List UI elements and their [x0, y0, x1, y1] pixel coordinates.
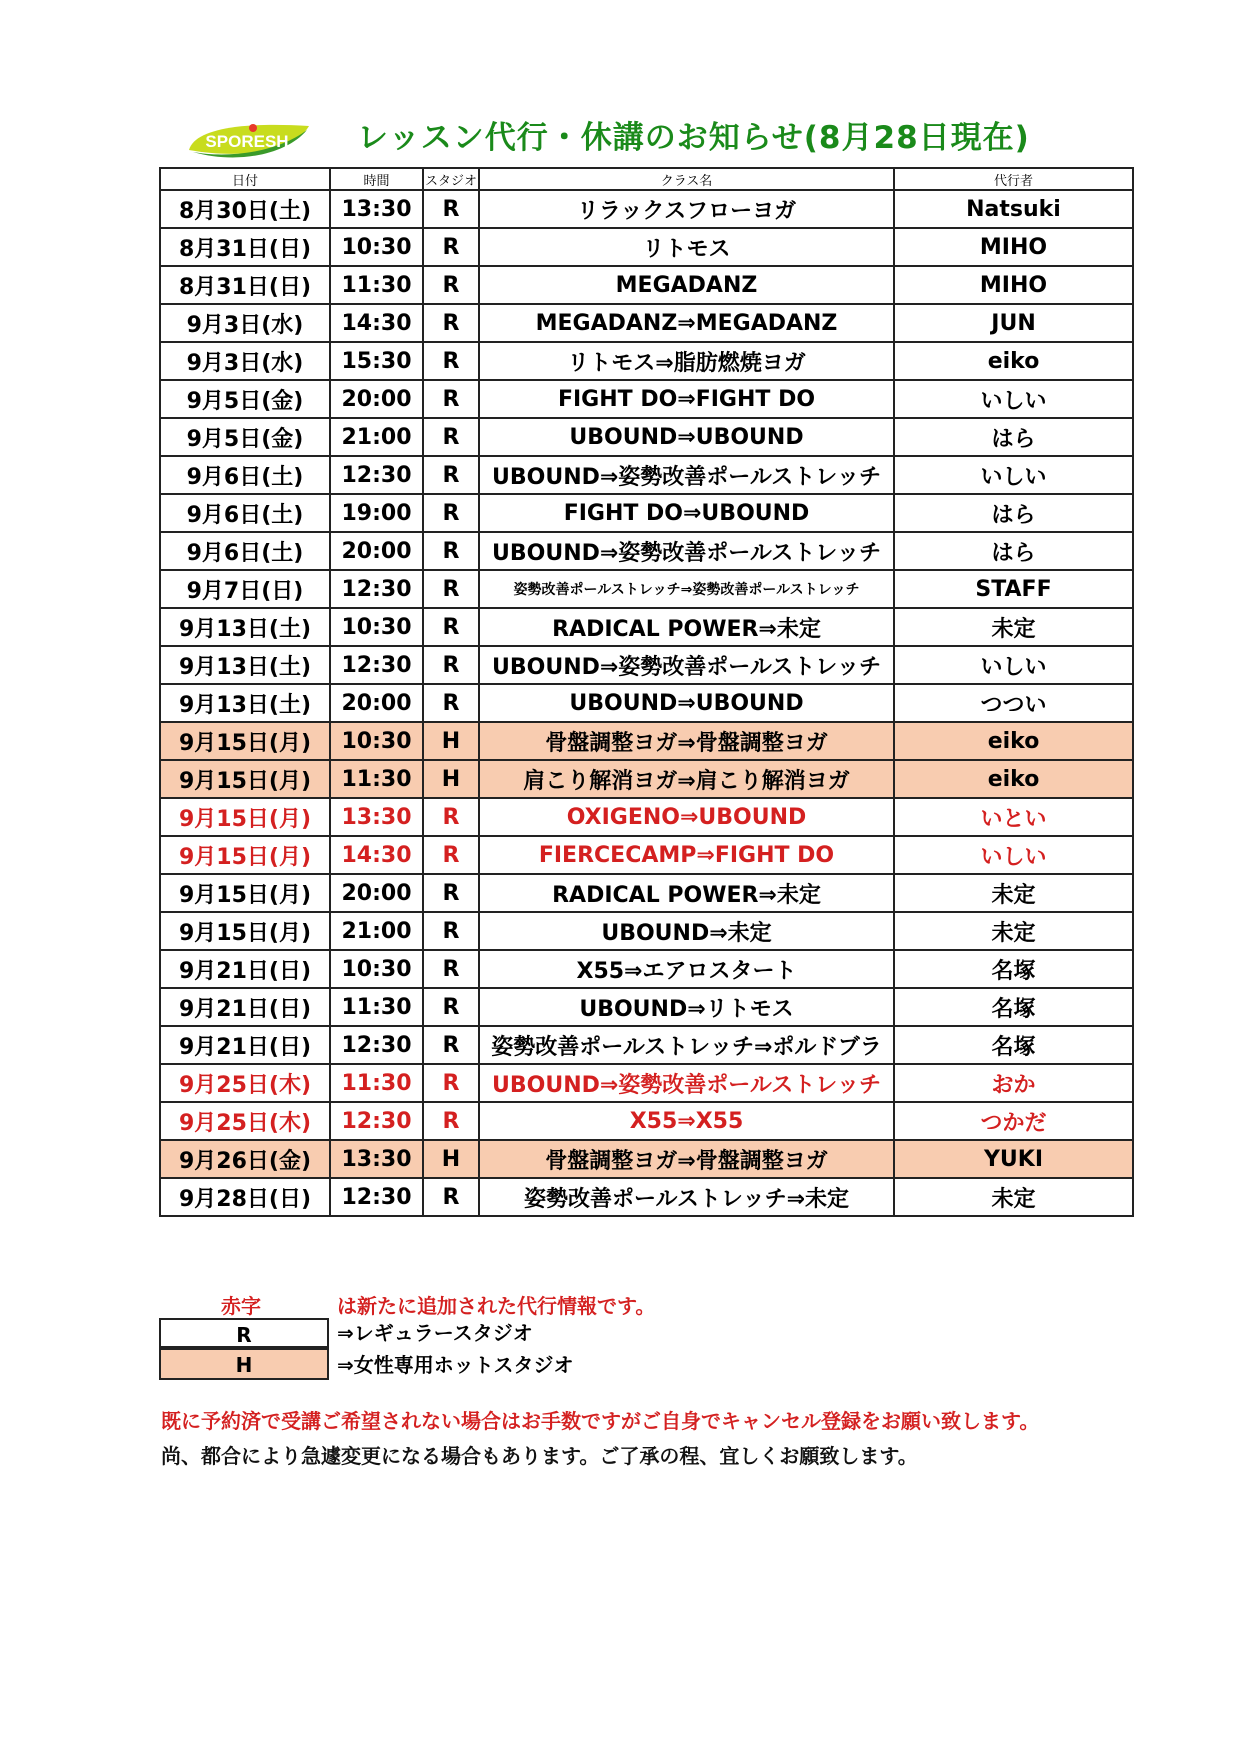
cell-class: UBOUND⇒姿勢改善ポールストレッチ [479, 532, 894, 570]
cell-date: 9月25日(木) [160, 1064, 330, 1102]
table-row [160, 190, 1133, 228]
cell-studio: H [423, 722, 479, 760]
cell-time: 14:30 [330, 304, 423, 342]
cell-time: 19:00 [330, 494, 423, 532]
cell-class: 骨盤調整ヨガ⇒骨盤調整ヨガ [479, 722, 894, 760]
cell-time: 20:00 [330, 874, 423, 912]
cell-date: 9月3日(水) [160, 304, 330, 342]
column-header-class: クラス名 [479, 168, 894, 190]
cell-studio: R [423, 456, 479, 494]
cell-date: 9月6日(土) [160, 532, 330, 570]
cell-substitute: はら [894, 494, 1133, 532]
column-header-substitute: 代行者 [894, 168, 1133, 190]
cell-time: 11:30 [330, 760, 423, 798]
cell-time: 11:30 [330, 266, 423, 304]
cell-time: 12:30 [330, 570, 423, 608]
table-row [160, 1140, 1133, 1178]
table-row [160, 1102, 1133, 1140]
cell-substitute: 名塚 [894, 1026, 1133, 1064]
cell-substitute: はら [894, 532, 1133, 570]
cell-time: 12:30 [330, 1178, 423, 1216]
cell-substitute: いしい [894, 836, 1133, 874]
cell-date: 8月31日(日) [160, 266, 330, 304]
cell-studio: R [423, 1026, 479, 1064]
cell-studio: R [423, 836, 479, 874]
cell-date: 9月15日(月) [160, 912, 330, 950]
table-row [160, 798, 1133, 836]
cell-class: UBOUND⇒未定 [479, 912, 894, 950]
cell-studio: R [423, 874, 479, 912]
legend-red-key: 赤字 [221, 1294, 261, 1318]
cell-date: 9月15日(月) [160, 760, 330, 798]
table-header-row [160, 168, 1133, 190]
cell-date: 9月7日(日) [160, 570, 330, 608]
cancel-notice: 既に予約済で受講ご希望されない場合はお手数ですがご自身でキャンセル登録をお願い致します。 [161, 1409, 1040, 1433]
table-row [160, 228, 1133, 266]
table-row [160, 646, 1133, 684]
cell-class: リトモス⇒脂肪燃焼ヨガ [479, 342, 894, 380]
cell-time: 15:30 [330, 342, 423, 380]
cell-substitute: STAFF [894, 570, 1133, 608]
cell-date: 9月28日(日) [160, 1178, 330, 1216]
cell-substitute: いしい [894, 456, 1133, 494]
table-row [160, 1064, 1133, 1102]
cell-substitute: YUKI [894, 1140, 1133, 1178]
cell-date: 9月13日(土) [160, 608, 330, 646]
cell-date: 9月25日(木) [160, 1102, 330, 1140]
cell-date: 9月6日(土) [160, 494, 330, 532]
legend-row-regular [159, 1318, 979, 1350]
cell-substitute: MIHO [894, 266, 1133, 304]
cell-studio: R [423, 228, 479, 266]
legend-row-hot [159, 1350, 979, 1382]
cell-class: OXIGENO⇒UBOUND [479, 798, 894, 836]
legend-red-note [159, 1290, 979, 1318]
table-row [160, 570, 1133, 608]
table-row [160, 1178, 1133, 1216]
cell-substitute: 未定 [894, 912, 1133, 950]
cell-class: 姿勢改善ポールストレッチ⇒ポルドブラ [479, 1026, 894, 1064]
cell-time: 21:00 [330, 418, 423, 456]
cell-time: 13:30 [330, 1140, 423, 1178]
cell-time: 11:30 [330, 988, 423, 1026]
cell-class: UBOUND⇒UBOUND [479, 684, 894, 722]
cell-class: MEGADANZ⇒MEGADANZ [479, 304, 894, 342]
table-row [160, 418, 1133, 456]
table-row [160, 1026, 1133, 1064]
column-header-time: 時間 [330, 168, 423, 190]
cell-date: 9月26日(金) [160, 1140, 330, 1178]
table-row [160, 494, 1133, 532]
cell-substitute: MIHO [894, 228, 1133, 266]
cell-time: 10:30 [330, 722, 423, 760]
cell-class: 肩こり解消ヨガ⇒肩こり解消ヨガ [479, 760, 894, 798]
cell-time: 11:30 [330, 1064, 423, 1102]
cell-time: 12:30 [330, 1026, 423, 1064]
cell-date: 9月15日(月) [160, 798, 330, 836]
schedule-body [160, 190, 1133, 1216]
cell-time: 12:30 [330, 456, 423, 494]
table-row [160, 684, 1133, 722]
cell-studio: R [423, 1178, 479, 1216]
cell-class: 姿勢改善ポールストレッチ⇒未定 [479, 1178, 894, 1216]
cell-time: 10:30 [330, 950, 423, 988]
cell-substitute: JUN [894, 304, 1133, 342]
cell-substitute: いとい [894, 798, 1133, 836]
cell-studio: R [423, 494, 479, 532]
cell-date: 8月31日(日) [160, 228, 330, 266]
table-row [160, 380, 1133, 418]
table-row [160, 950, 1133, 988]
cell-studio: R [423, 532, 479, 570]
page-title: レッスン代行・休講のお知らせ(8月28日現在) [357, 120, 1030, 156]
cell-time: 21:00 [330, 912, 423, 950]
cell-date: 9月21日(日) [160, 988, 330, 1026]
cell-class: 骨盤調整ヨガ⇒骨盤調整ヨガ [479, 1140, 894, 1178]
table-row [160, 874, 1133, 912]
cell-class: RADICAL POWER⇒未定 [479, 608, 894, 646]
schedule-table [159, 167, 1134, 1217]
cell-date: 9月21日(日) [160, 950, 330, 988]
cell-studio: R [423, 190, 479, 228]
cell-studio: R [423, 684, 479, 722]
cell-substitute: つかだ [894, 1102, 1133, 1140]
cell-studio: R [423, 798, 479, 836]
cell-studio: R [423, 418, 479, 456]
column-header-date: 日付 [160, 168, 330, 190]
cell-studio: R [423, 342, 479, 380]
table-row [160, 760, 1133, 798]
cell-time: 20:00 [330, 532, 423, 570]
cell-substitute: 名塚 [894, 950, 1133, 988]
cell-time: 10:30 [330, 228, 423, 266]
table-row [160, 912, 1133, 950]
cell-substitute: 未定 [894, 608, 1133, 646]
legend-red-desc: は新たに追加された代行情報です。 [337, 1294, 656, 1318]
cell-time: 12:30 [330, 1102, 423, 1140]
cell-studio: R [423, 646, 479, 684]
cell-class: UBOUND⇒姿勢改善ポールストレッチ [479, 1064, 894, 1102]
cell-date: 9月13日(土) [160, 684, 330, 722]
cell-class: UBOUND⇒リトモス [479, 988, 894, 1026]
cell-substitute: おか [894, 1064, 1133, 1102]
cell-substitute: Natsuki [894, 190, 1133, 228]
cell-class: X55⇒X55 [479, 1102, 894, 1140]
legend-desc-regular: ⇒レギュラースタジオ [337, 1321, 533, 1345]
cell-date: 9月21日(日) [160, 1026, 330, 1064]
cell-studio: R [423, 1064, 479, 1102]
cell-class: RADICAL POWER⇒未定 [479, 874, 894, 912]
cell-time: 13:30 [330, 798, 423, 836]
cell-studio: R [423, 608, 479, 646]
cell-substitute: 未定 [894, 874, 1133, 912]
cell-date: 9月6日(土) [160, 456, 330, 494]
cell-class: FIGHT DO⇒FIGHT DO [479, 380, 894, 418]
cell-class: X55⇒エアロスタート [479, 950, 894, 988]
cell-time: 20:00 [330, 380, 423, 418]
cell-substitute: いしい [894, 646, 1133, 684]
cell-class: UBOUND⇒UBOUND [479, 418, 894, 456]
table-row [160, 304, 1133, 342]
cell-substitute: いしい [894, 380, 1133, 418]
cell-class: FIGHT DO⇒UBOUND [479, 494, 894, 532]
cell-date: 9月15日(月) [160, 836, 330, 874]
cell-class: リトモス [479, 228, 894, 266]
cell-class: 姿勢改善ポールストレッチ⇒姿勢改善ポールストレッチ [479, 570, 894, 608]
cell-studio: R [423, 950, 479, 988]
cell-date: 9月15日(月) [160, 874, 330, 912]
legend-desc-hot: ⇒女性専用ホットスタジオ [337, 1353, 574, 1377]
table-row [160, 532, 1133, 570]
cell-date: 9月5日(金) [160, 380, 330, 418]
table-row [160, 456, 1133, 494]
cell-date: 9月15日(月) [160, 722, 330, 760]
cell-class: リラックスフローヨガ [479, 190, 894, 228]
table-row [160, 988, 1133, 1026]
cell-studio: R [423, 570, 479, 608]
cell-studio: R [423, 266, 479, 304]
legend-key-regular: R [159, 1318, 329, 1348]
page-header [185, 112, 1135, 162]
cell-substitute: 名塚 [894, 988, 1133, 1026]
cell-substitute: つつい [894, 684, 1133, 722]
sporesh-logo [185, 120, 313, 162]
cell-time: 14:30 [330, 836, 423, 874]
cell-substitute: eiko [894, 342, 1133, 380]
cell-studio: R [423, 1102, 479, 1140]
cell-time: 13:30 [330, 190, 423, 228]
table-row [160, 266, 1133, 304]
cell-date: 9月3日(水) [160, 342, 330, 380]
cell-date: 9月13日(土) [160, 646, 330, 684]
cell-class: UBOUND⇒姿勢改善ポールストレッチ [479, 646, 894, 684]
table-row [160, 608, 1133, 646]
cell-studio: R [423, 912, 479, 950]
legend-key-hot: H [159, 1348, 329, 1380]
table-row [160, 722, 1133, 760]
cell-time: 12:30 [330, 646, 423, 684]
cell-substitute: はら [894, 418, 1133, 456]
table-row [160, 342, 1133, 380]
cell-studio: H [423, 1140, 479, 1178]
cell-substitute: eiko [894, 722, 1133, 760]
cell-substitute: eiko [894, 760, 1133, 798]
legend [159, 1290, 979, 1382]
cell-studio: R [423, 380, 479, 418]
cell-studio: H [423, 760, 479, 798]
cell-time: 10:30 [330, 608, 423, 646]
cell-class: FIERCECAMP⇒FIGHT DO [479, 836, 894, 874]
cell-class: MEGADANZ [479, 266, 894, 304]
table-row [160, 836, 1133, 874]
logo-text: SPORESH [205, 132, 289, 151]
cell-class: UBOUND⇒姿勢改善ポールストレッチ [479, 456, 894, 494]
column-header-studio: スタジオ [423, 168, 479, 190]
cell-date: 8月30日(土) [160, 190, 330, 228]
cell-substitute: 未定 [894, 1178, 1133, 1216]
cell-studio: R [423, 988, 479, 1026]
change-notice: 尚、都合により急遽変更になる場合もあります。ご了承の程、宜しくお願致します。 [161, 1444, 918, 1468]
cell-studio: R [423, 304, 479, 342]
cell-date: 9月5日(金) [160, 418, 330, 456]
cell-time: 20:00 [330, 684, 423, 722]
